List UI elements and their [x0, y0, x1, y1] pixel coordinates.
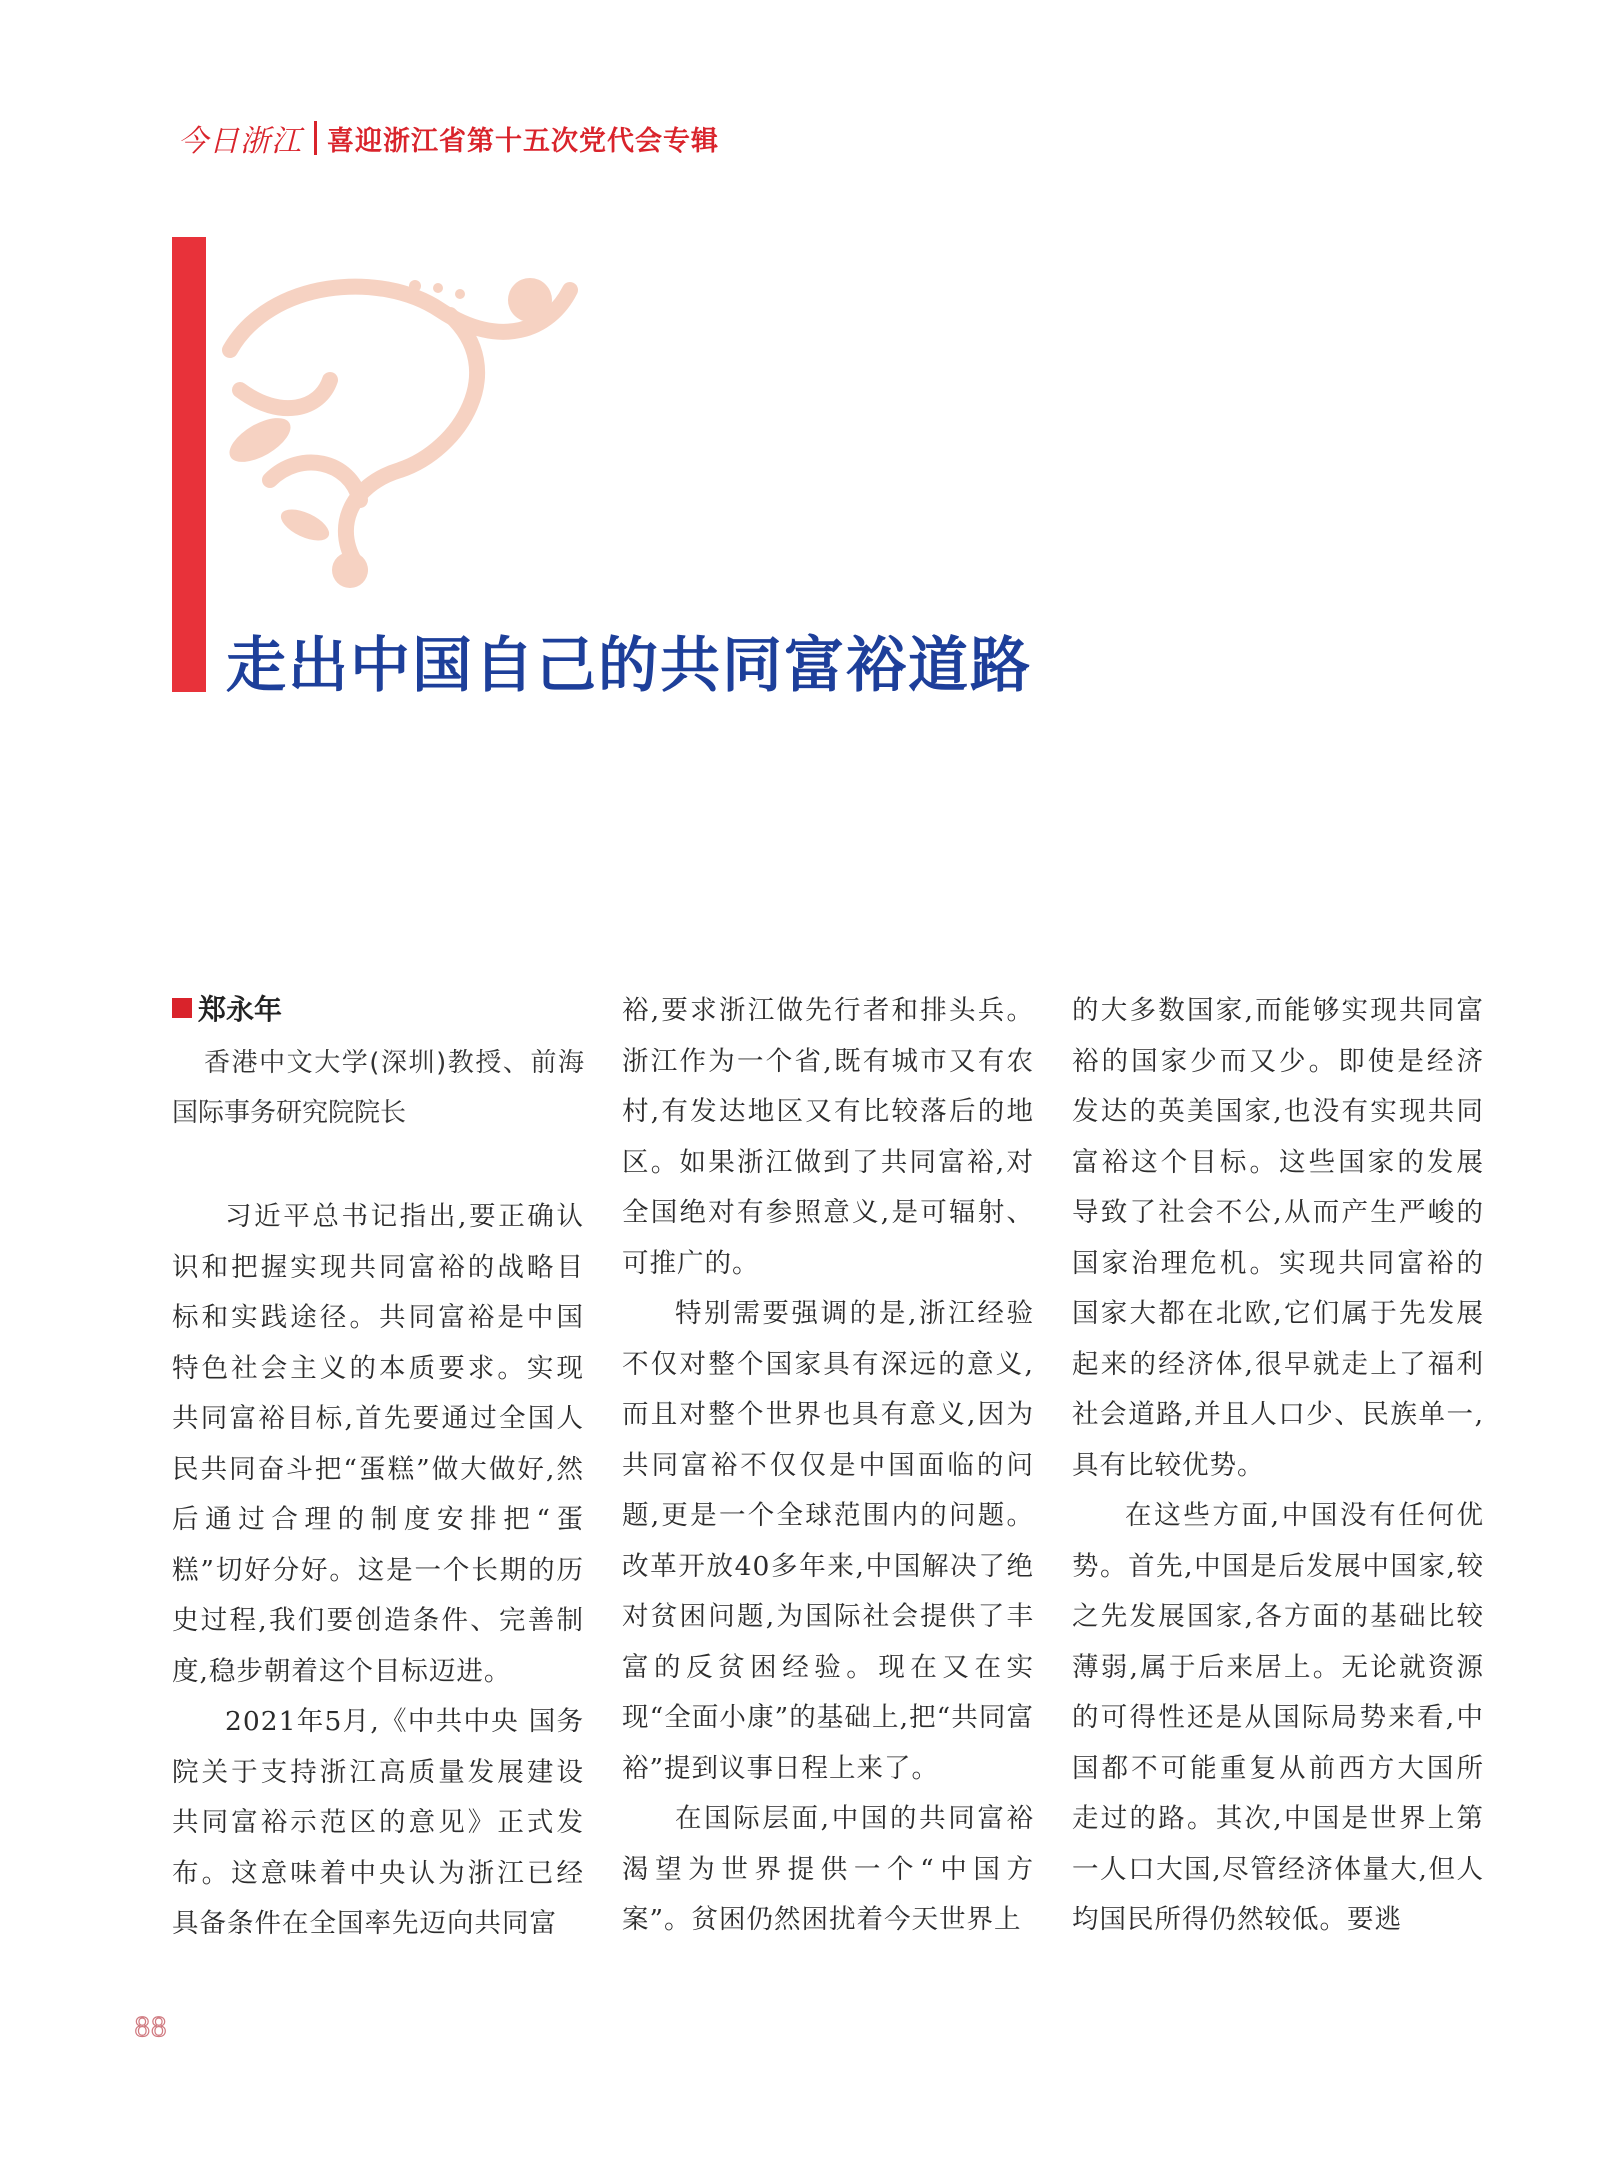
page-number: 88	[134, 2013, 168, 2043]
paragraph: 裕,要求浙江做先行者和排头兵。浙江作为一个省,既有城市又有农村,有发达地区又有比较落后的地区。如果浙江做到了共同富裕,对全国绝对有参照意义,是可辐射、可推广的。	[622, 995, 1034, 1279]
floral-ornament	[210, 270, 600, 590]
text-column-1	[172, 1192, 584, 1950]
author-name: 郑永年	[198, 993, 283, 1026]
magazine-logo: 今日浙江	[178, 124, 302, 159]
paragraph: 特别需要强调的是,浙江经验不仅对整个国家具有深远的意义,而且对整个世界也具有意义,因为共同富裕不仅仅是中国面临的问题,更是一个全球范围内的问题。改革开放40多年来,中国解决了绝对贫困问题,为国际社会提供了丰富的反贫困经验。现在又在实现“全面小康”的基础上,把“共同富裕”提到议事日程上来了。	[622, 1298, 1034, 1784]
author-marker	[172, 998, 192, 1018]
paragraph: 的大多数国家,而能够实现共同富裕的国家少而又少。即使是经济发达的英美国家,也没有实现共同富裕这个目标。这些国家的发展导致了社会不公,从而产生严峻的国家治理危机。实现共同富裕的国家大都在北欧,它们属于先发展起来的经济体,很早就走上了福利社会道路,并且人口少、民族单一,具有比较优势。	[1072, 995, 1484, 1481]
header-divider	[314, 121, 317, 155]
paragraph: 在这些方面,中国没有任何优势。首先,中国是后发展中国家,较之先发展国家,各方面的基础比较薄弱,属于后来居上。无论就资源的可得性还是从国际局势来看,中国都不可能重复从前西方大国所走过的路。其次,中国是世界上第一人口大国,尽管经济体量大,但人均国民所得仍然较低。要逃	[1072, 1500, 1484, 1935]
section-title: 喜迎浙江省第十五次党代会专辑	[327, 125, 719, 157]
paragraph: 习近平总书记指出,要正确认识和把握实现共同富裕的战略目标和实践途径。共同富裕是中国特色社会主义的本质要求。实现共同富裕目标,首先要通过全国人民共同奋斗把“蛋糕”做大做好,然后通过合理的制度安排把“蛋糕”切好分好。这是一个长期的历史过程,我们要创造条件、完善制度,稳步朝着这个目标迈进。	[172, 1201, 584, 1687]
author-bio: 香港中文大学(深圳)教授、前海国际事务研究院院长	[172, 1048, 584, 1128]
title-accent-bar	[172, 237, 206, 692]
author-line	[172, 990, 584, 1026]
paragraph: 2021年5月,《中共中央 国务院关于支持浙江高质量发展建设共同富裕示范区的意见》正式发布。这意味着中央认为浙江已经具备条件在全国率先迈向共同富	[172, 1706, 584, 1939]
text-column-3	[1072, 986, 1484, 1946]
author-block	[172, 990, 584, 1138]
text-column-2	[622, 986, 1034, 1946]
article-title: 走出中国自己的共同富裕道路	[226, 631, 1032, 701]
paragraph: 在国际层面,中国的共同富裕渴望为世界提供一个“中国方案”。贫困仍然困扰着今天世界上	[622, 1803, 1034, 1935]
page-header	[178, 118, 719, 158]
